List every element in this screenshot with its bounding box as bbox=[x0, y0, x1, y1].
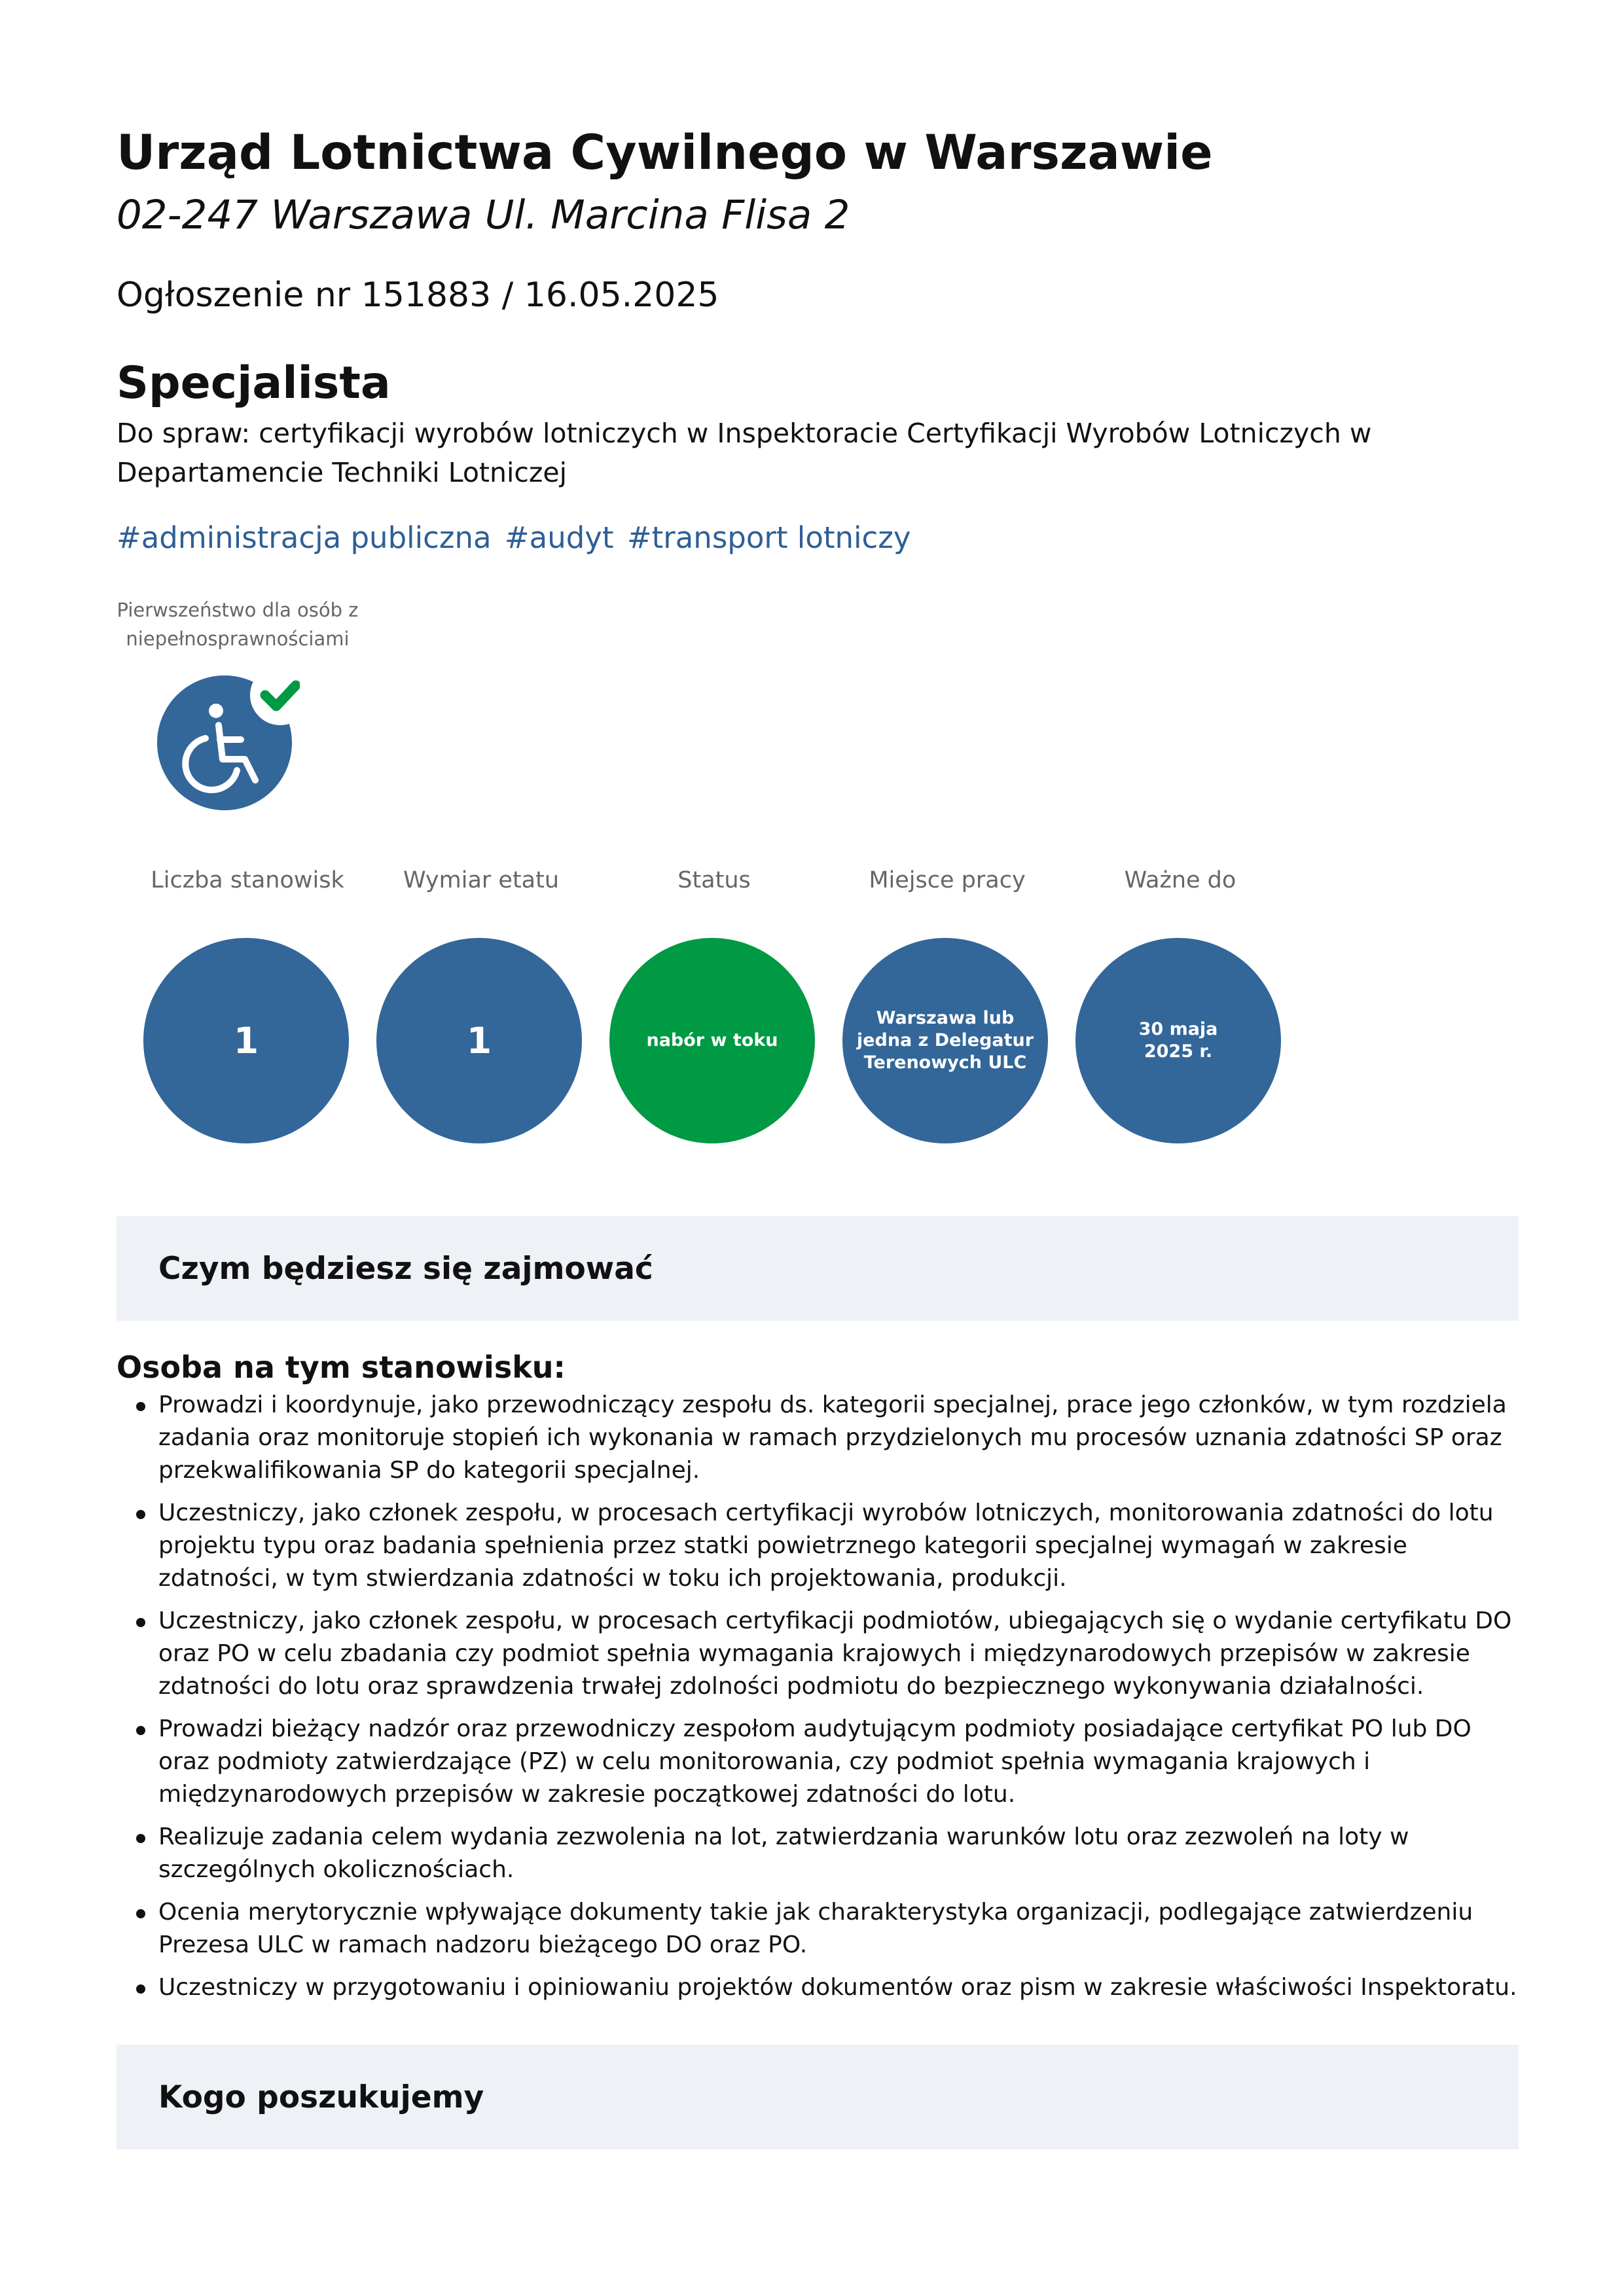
info-circle-status: nabór w toku bbox=[609, 938, 815, 1143]
job-subtitle: Do spraw: certyfikacji wyrobów lotniczych w Inspektoracie Certyfikacji Wyrobów Lotniczych w Departamencie Techniki Lotniczej bbox=[117, 418, 1372, 488]
info-circle-positions: 1 bbox=[143, 938, 349, 1143]
wheelchair-icon bbox=[156, 668, 300, 812]
info-label-positions: Liczba stanowisk bbox=[151, 867, 344, 893]
announcement-number: Ogłoszenie nr 151883 / 16.05.2025 bbox=[117, 276, 719, 315]
section-heading-candidate: Kogo poszukujemy bbox=[117, 2045, 1519, 2149]
duties-list bbox=[117, 1389, 1519, 2014]
organization-address: 02-247 Warszawa Ul. Marcina Flisa 2 bbox=[117, 192, 850, 238]
section-heading-duties: Czym będziesz się zajmować bbox=[117, 1216, 1519, 1321]
tag-list bbox=[117, 520, 915, 555]
priority-label: Pierwszeństwo dla osób z niepełnosprawnościami bbox=[117, 599, 359, 650]
duty-item: Uczestniczy, jako członek zespołu, w procesach certyfikacji podmiotów, ubiegających się o wydanie certyfikatu DO oraz PO w celu zbadania czy podmiot spełnia wymagania krajowych i międzynarodowych przepisów w zakresie zdatności do lotu oraz sprawdzenia trwałej zdolności podmiotu do bezpiecznego wykonywania działalności. bbox=[117, 1605, 1519, 1703]
duty-item: Prowadzi bieżący nadzór oraz przewodniczy zespołom audytującym podmioty posiadające certyfikat PO lub DO oraz podmioty zatwierdzające (PZ) w celu monitorowania, czy podmiot spełnia wymagania krajowych i międzynarodowych przepisów w zakresie początkowej zdatności do lotu. bbox=[117, 1713, 1519, 1811]
info-label-status: Status bbox=[677, 867, 751, 893]
info-label-workplace: Miejsce pracy bbox=[869, 867, 1026, 893]
info-label-valid-until: Ważne do bbox=[1124, 867, 1236, 893]
duties-list-title: Osoba na tym stanowisku: bbox=[117, 1350, 566, 1385]
info-circle-valid-until: 30 maja 2025 r. bbox=[1075, 938, 1281, 1143]
tag-transport[interactable]: #transport lotniczy bbox=[626, 520, 911, 555]
info-label-workload: Wymiar etatu bbox=[403, 867, 560, 893]
job-title: Specjalista bbox=[117, 357, 391, 409]
duty-item: Uczestniczy, jako członek zespołu, w procesach certyfikacji wyrobów lotniczych, monitorowania zdatności do lotu projektu typu oraz badania spełnienia przez statki powietrznego kategorii specjalnej wymagań w zakresie zdatności, w tym stwierdzania zdatności w toku ich projektowania, produkcji. bbox=[117, 1497, 1519, 1595]
duty-item: Ocenia merytorycznie wpływające dokumenty takie jak charakterystyka organizacji, podlegające zatwierdzeniu Prezesa ULC w ramach nadzoru bieżącego DO oraz PO. bbox=[117, 1896, 1519, 1962]
duty-item: Realizuje zadania celem wydania zezwolenia na lot, zatwierdzania warunków lotu oraz zezwoleń na loty w szczególnych okolicznościach. bbox=[117, 1821, 1519, 1886]
tag-audyt[interactable]: #audyt bbox=[504, 520, 614, 555]
organization-name: Urząd Lotnictwa Cywilnego w Warszawie bbox=[117, 125, 1213, 181]
duty-item: Uczestniczy w przygotowaniu i opiniowaniu projektów dokumentów oraz pism w zakresie właściwości Inspektoratu. bbox=[117, 1971, 1519, 2004]
duty-item: Prowadzi i koordynuje, jako przewodniczący zespołu ds. kategorii specjalnej, prace jego członków, w tym rozdziela zadania oraz monitoruje stopień ich wykonania w ramach przydzielonych mu procesów uznania zdatności SP oraz przekwalifikowania SP do kategorii specjalnej. bbox=[117, 1389, 1519, 1487]
disability-priority-badge bbox=[156, 668, 300, 812]
info-circle-workload: 1 bbox=[376, 938, 582, 1143]
info-circle-workplace: Warszawa lub jedna z Delegatur Terenowych ULC bbox=[842, 938, 1048, 1143]
tag-administracja[interactable]: #administracja publiczna bbox=[117, 520, 492, 555]
